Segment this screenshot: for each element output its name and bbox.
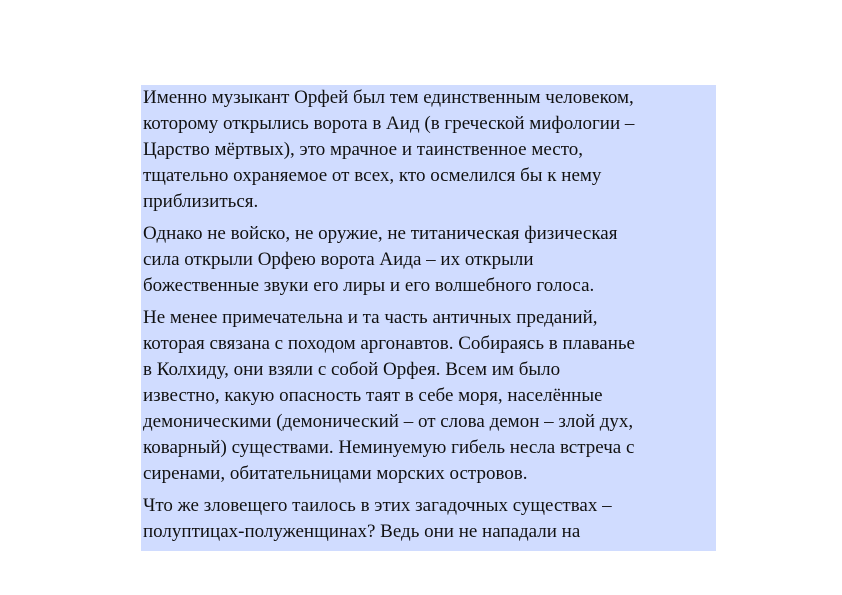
paragraph-2 [141, 221, 716, 299]
text-line: полуптицах-полуженщинах? Ведь они не нападали на [143, 521, 581, 542]
text-line: демоническими (демонический – от слова демон – злой дух, [143, 411, 634, 432]
text-line: в Колхиду, они взяли с собой Орфея. Всем им было [143, 359, 561, 380]
text-line: коварный) существами. Неминуемую гибель несла встреча с [143, 437, 635, 458]
text-line: сиренами, обитательницами морских островов. [143, 463, 528, 484]
text-line: известно, какую опасность таят в себе моря, населённые [143, 385, 603, 406]
text-box [141, 85, 716, 551]
text-line: Именно музыкант Орфей был тем единственным человеком, [143, 87, 634, 108]
paragraph-4 [141, 493, 716, 545]
text-line: Не менее примечательна и та часть античных преданий, [143, 307, 598, 328]
text-line: тщательно охраняемое от всех, кто осмелился бы к нему [143, 165, 602, 186]
text-line: божественные звуки его лиры и его волшебного голоса. [143, 275, 595, 296]
text-line: которому открылись ворота в Аид (в греческой мифологии – [143, 113, 635, 134]
text-line: Царство мёртвых), это мрачное и таинственное место, [143, 139, 584, 160]
text-line: приблизиться. [143, 191, 259, 212]
text-line: Однако не войско, не оружие, не титаническая физическая [143, 223, 618, 244]
paragraph-1 [141, 85, 716, 215]
text-line: которая связана с походом аргонавтов. Собираясь в плаванье [143, 333, 635, 354]
paragraph-3 [141, 305, 716, 487]
text-line: Что же зловещего таилось в этих загадочных существах – [143, 495, 612, 516]
text-line: сила открыли Орфею ворота Аида – их открыли [143, 249, 534, 270]
